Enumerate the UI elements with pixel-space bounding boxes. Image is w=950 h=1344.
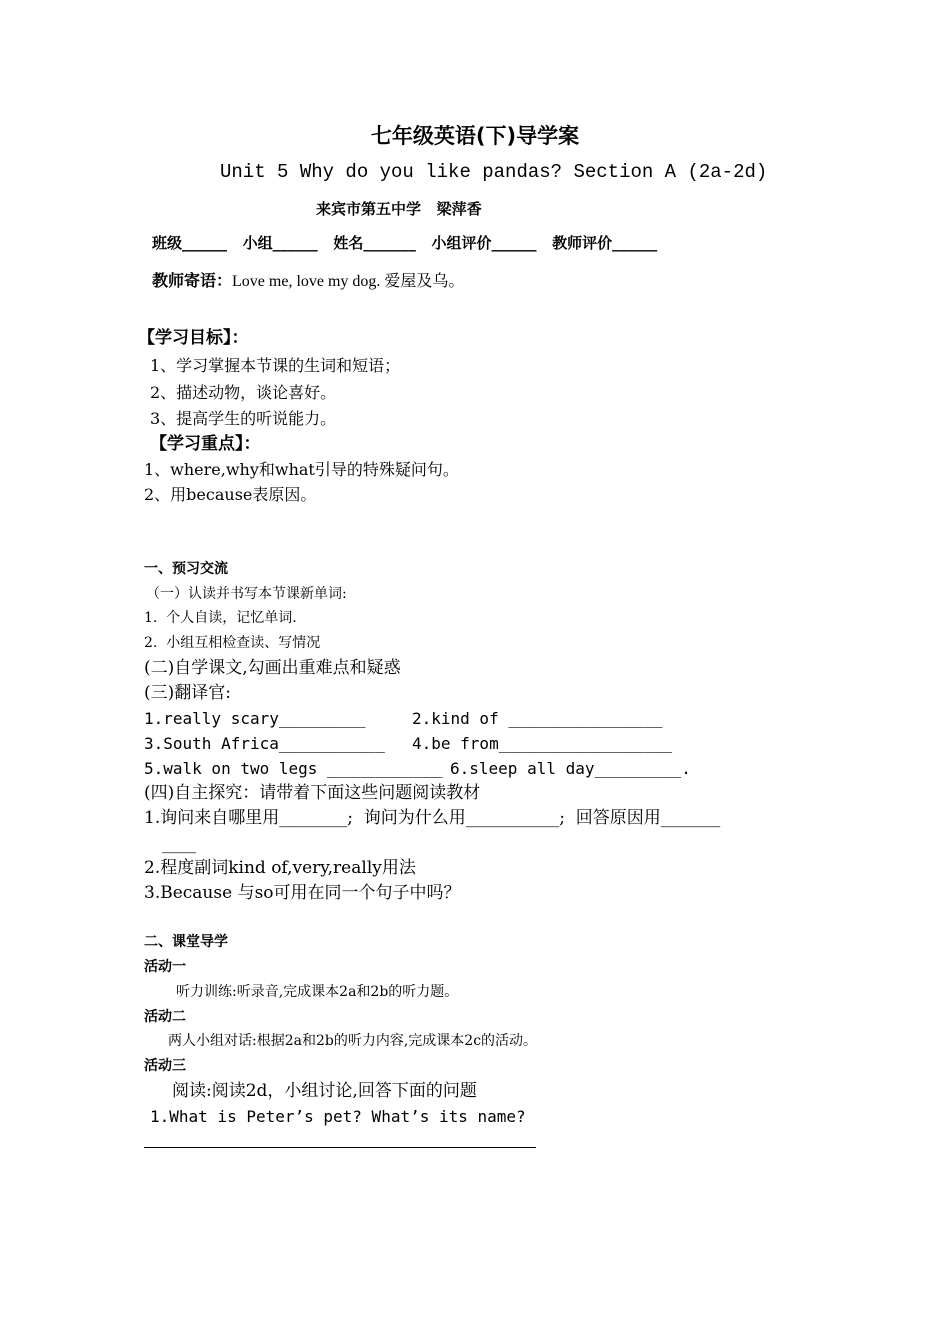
activity1-text: 听力训练:听录音,完成课本2a和2b的听力题。 bbox=[176, 984, 459, 1000]
goal-item: 3、提高学生的听说能力。 bbox=[150, 409, 337, 428]
answer-line bbox=[144, 1147, 536, 1148]
info-line: 班级______ 小组______ 姓名_______ 小组评价______ 教师评价______ bbox=[152, 234, 658, 252]
activity3-text: 阅读:阅读2d，小组讨论,回答下面的问题 bbox=[172, 1081, 477, 1101]
activity1-label: 活动一 bbox=[144, 959, 186, 975]
translate-item: 5.walk on two legs ____________ bbox=[144, 759, 443, 778]
preview-part1: （一）认读并书写本节课新单词: bbox=[146, 586, 347, 602]
activity3-label: 活动三 bbox=[144, 1058, 186, 1074]
activity3-question: 1.What is Peter’s pet? What’s its name? bbox=[150, 1107, 526, 1126]
preview-part1-item: 2. 小组互相检查读、写情况 bbox=[144, 635, 321, 651]
focus-item: 2、用because表原因。 bbox=[144, 485, 317, 504]
preview-part4: (四)自主探究：请带着下面这些问题阅读教材 bbox=[144, 783, 481, 803]
preview-part1-item: 1. 个人自读，记忆单词. bbox=[144, 610, 297, 626]
author-line: 来宾市第五中学 梁萍香 bbox=[316, 200, 482, 218]
question-item-continued: ____ bbox=[162, 834, 196, 854]
activity2-text: 两人小组对话:根据2a和2b的听力内容,完成课本2c的活动。 bbox=[168, 1033, 538, 1049]
translate-item: 3.South Africa___________ bbox=[144, 734, 385, 753]
translate-item: 6.sleep all day_________. bbox=[450, 759, 691, 778]
preview-heading: 一、预习交流 bbox=[144, 561, 228, 577]
translate-item: 2.kind of ________________ bbox=[412, 709, 663, 728]
classroom-heading: 二、课堂导学 bbox=[144, 934, 228, 950]
preview-part2: (二)自学课文,勾画出重难点和疑惑 bbox=[144, 658, 401, 678]
goal-item: 1、学习掌握本节课的生词和短语； bbox=[150, 356, 401, 375]
question-item: 1.询问来自哪里用________; 询问为什么用___________; 回答原因用_______ bbox=[144, 808, 721, 828]
preview-part3: (三)翻译官: bbox=[144, 683, 231, 703]
goal-item: 2、描述动物，谈论喜好。 bbox=[150, 383, 337, 402]
question-item: 3.Because 与so可用在同一个句子中吗？ bbox=[144, 883, 461, 903]
goals-heading: 【学习目标】： bbox=[138, 328, 249, 348]
motto-text: Love me, love my dog. 爱屋及乌。 bbox=[232, 273, 465, 290]
teacher-motto bbox=[152, 273, 464, 290]
question-item: 2.程度副词kind of,very,really用法 bbox=[144, 858, 416, 878]
focus-heading: 【学习重点】： bbox=[150, 434, 261, 454]
translate-item: 1.really scary_________ bbox=[144, 709, 366, 728]
focus-item: 1、where,why和what引导的特殊疑问句。 bbox=[144, 460, 459, 479]
page-subtitle: Unit 5 Why do you like pandas? Section A (2a-2d) bbox=[220, 161, 768, 183]
page-title: 七年级英语(下)导学案 bbox=[370, 124, 580, 148]
translate-item: 4.be from__________________ bbox=[412, 734, 673, 753]
motto-label: 教师寄语： bbox=[152, 271, 233, 290]
activity2-label: 活动二 bbox=[144, 1009, 186, 1025]
